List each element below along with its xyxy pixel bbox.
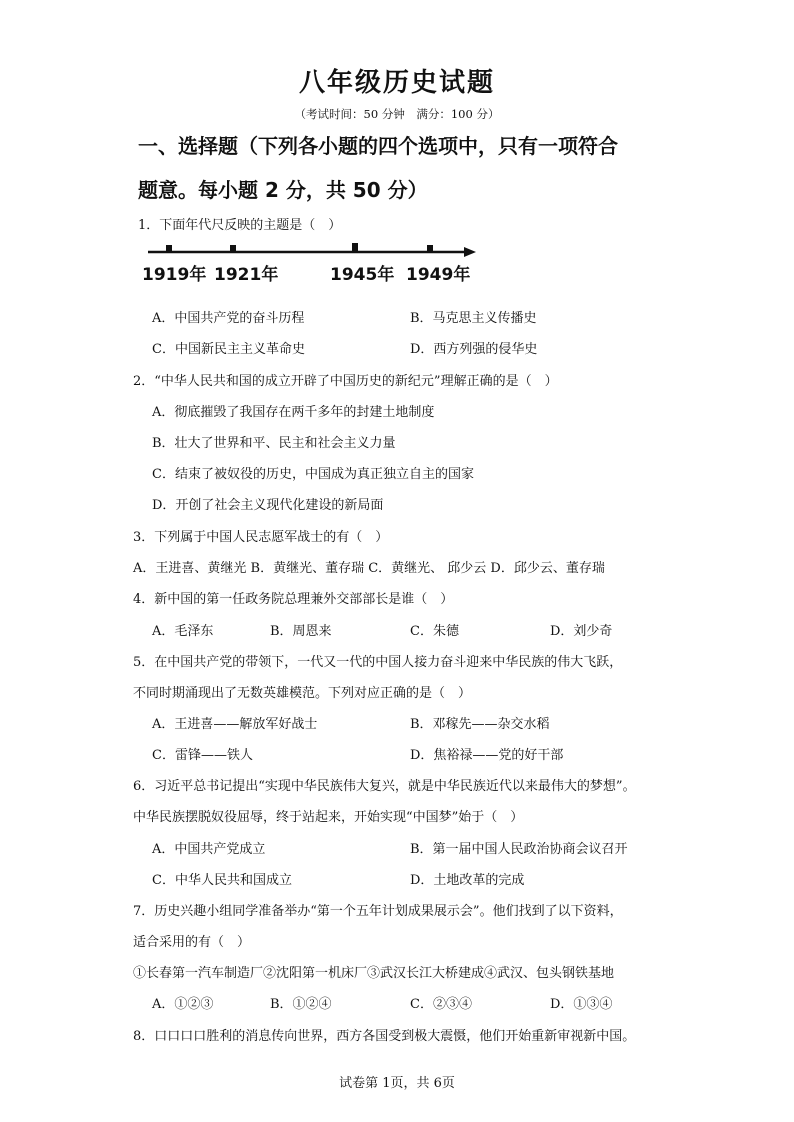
q7-option-d: D．①③④ <box>550 997 613 1012</box>
q5-option-c: C．雷锋——铁人 <box>152 748 253 763</box>
question-5-stem-line2: 不同时期涌现出了无数英雄模范。下列对应正确的是（ ） <box>133 686 472 701</box>
q2-option-a: A．彻底摧毁了我国存在两千多年的封建土地制度 <box>152 405 435 420</box>
question-1-stem: 1．下面年代尺反映的主题是（ ） <box>138 218 342 233</box>
q6-option-b: B．第一届中国人民政治协商会议召开 <box>410 842 628 857</box>
timeline-label-1921: 1921年 <box>214 265 279 285</box>
question-4-stem: 4．新中国的第一任政务院总理兼外交部部长是谁（ ） <box>133 592 454 607</box>
section-heading-line1: 一、选择题（下列各小题的四个选项中，只有一项符合 <box>138 134 618 158</box>
section-heading-line2: 题意。每小题 2 分，共 50 分） <box>138 178 428 202</box>
q7-option-b: B．①②④ <box>270 997 332 1012</box>
exam-info: （考试时间：50 分钟 满分：100 分） <box>294 107 500 121</box>
q2-option-d: D．开创了社会主义现代化建设的新局面 <box>152 498 384 513</box>
q5-option-d: D．焦裕禄——党的好干部 <box>410 748 564 763</box>
q7-option-a: A．①②③ <box>152 997 214 1012</box>
q7-materials: ①长春第一汽车制造厂②沈阳第一机床厂③武汉长江大桥建成④武汉、包头钢铁基地 <box>133 966 615 981</box>
timeline-label-1919: 1919年 <box>142 265 207 285</box>
q6-option-d: D．土地改革的完成 <box>410 873 525 888</box>
question-2-stem: 2．“中华人民共和国的成立开辟了中国历史的新纪元”理解正确的是（ ） <box>133 374 558 389</box>
timeline-ruler <box>142 238 482 288</box>
q1-option-c: C．中国新民主主义革命史 <box>152 342 305 357</box>
q3-options: A．王进喜、黄继光 B．黄继光、董存瑞 C．黄继光、 邱少云 D．邱少云、董存瑞 <box>133 561 605 576</box>
q2-option-b: B．壮大了世界和平、民主和社会主义力量 <box>152 436 396 451</box>
q7-option-c: C．②③④ <box>410 997 472 1012</box>
q4-option-c: C．朱德 <box>410 624 459 639</box>
question-6-stem-line1: 6．习近平总书记提出“实现中华民族伟大复兴，就是中华民族近代以来最伟大的梦想”。 <box>133 779 636 794</box>
q4-option-a: A．毛泽东 <box>152 624 214 639</box>
timeline-axis <box>142 238 482 262</box>
page-title: 八年级历史试题 <box>298 68 495 98</box>
timeline-label-1949: 1949年 <box>406 265 471 285</box>
question-5-stem-line1: 5．在中国共产党的带领下，一代又一代的中国人接力奋斗迎来中华民族的伟大飞跃， <box>133 655 623 670</box>
q2-option-c: C．结束了被奴役的历史，中国成为真正独立自主的国家 <box>152 467 474 482</box>
q6-option-c: C．中华人民共和国成立 <box>152 873 292 888</box>
q4-option-b: B．周恩来 <box>270 624 332 639</box>
page-footer: 试卷第 1页，共 6页 <box>339 1076 455 1091</box>
q1-option-d: D．西方列强的侵华史 <box>410 342 538 357</box>
question-3-stem: 3．下列属于中国人民志愿军战士的有（ ） <box>133 530 389 545</box>
q6-option-a: A．中国共产党成立 <box>152 842 266 857</box>
q5-option-a: A．王进喜——解放军好战士 <box>152 717 318 732</box>
question-7-stem-line1: 7．历史兴趣小组同学准备举办“第一个五年计划成果展示会”。他们找到了以下资料， <box>133 904 623 919</box>
timeline-label-1945: 1945年 <box>330 265 395 285</box>
question-8-stem: 8．口口口口胜利的消息传向世界，西方各国受到极大震慑，他们开始重新审视新中国。 <box>133 1029 636 1044</box>
question-7-stem-line2: 适合采用的有（ ） <box>133 935 251 950</box>
q5-option-b: B．邓稼先——杂交水稻 <box>410 717 550 732</box>
question-6-stem-line2: 中华民族摆脱奴役屈辱，终于站起来，开始实现“中国梦”始于（ ） <box>133 810 524 825</box>
q1-option-b: B．马克思主义传播史 <box>410 311 537 326</box>
q4-option-d: D．刘少奇 <box>550 624 613 639</box>
q1-option-a: A．中国共产党的奋斗历程 <box>152 311 305 326</box>
